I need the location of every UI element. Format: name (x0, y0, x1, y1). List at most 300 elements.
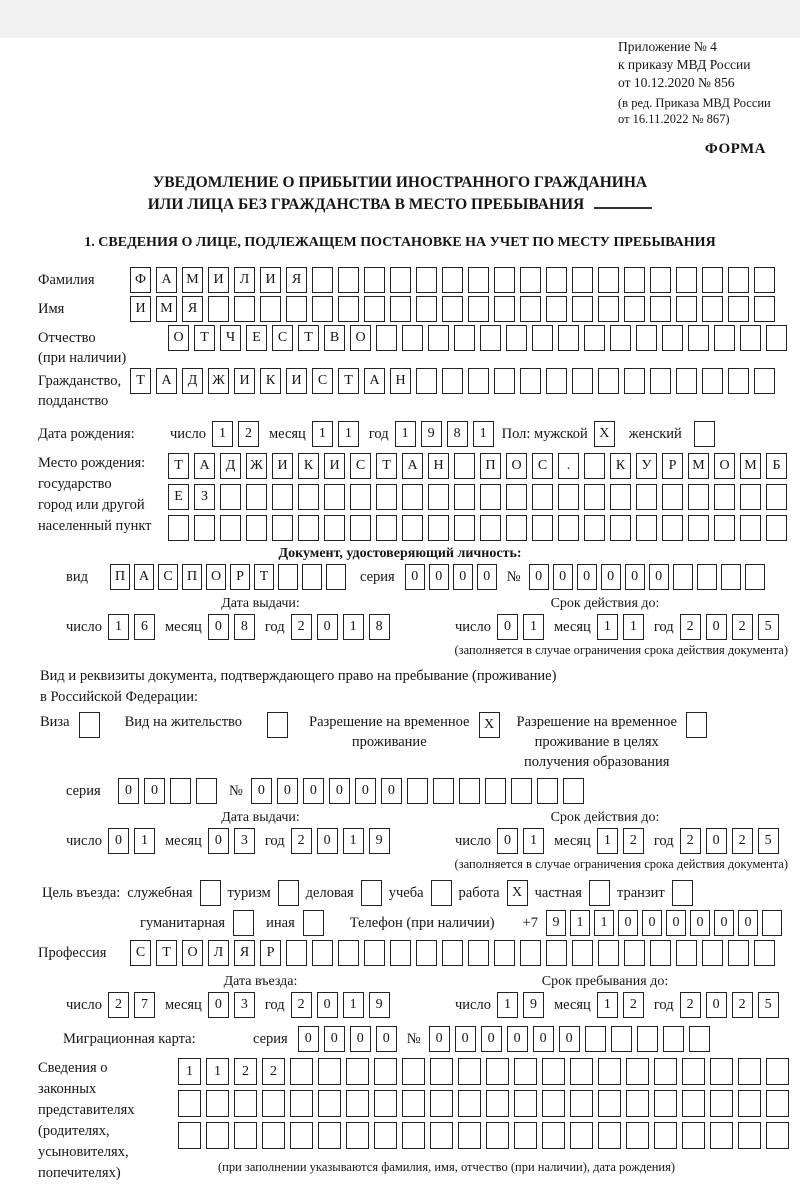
char-box[interactable]: 0 (481, 1026, 502, 1052)
char-box[interactable]: 1 (597, 614, 618, 640)
char-box[interactable]: 5 (758, 992, 779, 1018)
char-box[interactable] (532, 484, 553, 510)
char-box[interactable]: 1 (134, 828, 155, 854)
char-box[interactable] (364, 267, 385, 293)
char-box[interactable]: Я (182, 296, 203, 322)
char-box[interactable]: 3 (234, 828, 255, 854)
char-box[interactable]: 1 (497, 992, 518, 1018)
char-box[interactable]: X (507, 880, 528, 906)
char-box[interactable] (598, 368, 619, 394)
char-box[interactable] (702, 940, 723, 966)
char-box[interactable]: Т (338, 368, 359, 394)
char-box[interactable] (326, 564, 346, 590)
char-box[interactable]: 0 (405, 564, 425, 590)
char-box[interactable] (376, 325, 397, 351)
char-box[interactable] (611, 1026, 632, 1052)
char-box[interactable] (234, 1122, 257, 1149)
char-box[interactable]: 0 (355, 778, 376, 804)
char-box[interactable] (682, 1058, 705, 1085)
char-box[interactable] (480, 515, 501, 541)
char-box[interactable] (458, 1058, 481, 1085)
char-box[interactable] (416, 296, 437, 322)
char-box[interactable] (402, 515, 423, 541)
char-box[interactable] (290, 1058, 313, 1085)
char-box[interactable] (454, 484, 475, 510)
char-box[interactable] (79, 712, 100, 738)
char-box[interactable] (610, 515, 631, 541)
char-box[interactable] (570, 1058, 593, 1085)
char-box[interactable]: М (740, 453, 761, 479)
char-box[interactable] (676, 267, 697, 293)
char-box[interactable] (402, 1122, 425, 1149)
char-box[interactable] (324, 515, 345, 541)
char-box[interactable] (374, 1058, 397, 1085)
char-box[interactable]: 0 (507, 1026, 528, 1052)
char-box[interactable] (338, 296, 359, 322)
char-box[interactable] (626, 1122, 649, 1149)
char-box[interactable]: 2 (680, 614, 701, 640)
char-box[interactable]: 2 (623, 992, 644, 1018)
char-box[interactable]: Я (234, 940, 255, 966)
char-box[interactable] (570, 1090, 593, 1117)
char-box[interactable] (511, 778, 532, 804)
char-box[interactable]: А (134, 564, 154, 590)
char-box[interactable]: Р (260, 940, 281, 966)
char-box[interactable] (298, 515, 319, 541)
char-box[interactable] (702, 267, 723, 293)
char-box[interactable] (662, 515, 683, 541)
char-box[interactable] (654, 1058, 677, 1085)
char-box[interactable] (532, 325, 553, 351)
char-box[interactable]: 0 (208, 992, 229, 1018)
char-box[interactable] (572, 368, 593, 394)
char-box[interactable] (624, 267, 645, 293)
char-box[interactable] (650, 368, 671, 394)
char-box[interactable]: К (298, 453, 319, 479)
char-box[interactable]: 2 (291, 614, 312, 640)
char-box[interactable] (710, 1090, 733, 1117)
char-box[interactable]: 5 (758, 828, 779, 854)
char-box[interactable]: Т (130, 368, 151, 394)
char-box[interactable]: Ч (220, 325, 241, 351)
char-box[interactable]: 0 (706, 614, 727, 640)
char-box[interactable] (721, 564, 741, 590)
char-box[interactable]: Я (286, 267, 307, 293)
char-box[interactable] (468, 296, 489, 322)
char-box[interactable] (376, 484, 397, 510)
char-box[interactable]: О (206, 564, 226, 590)
char-box[interactable]: 1 (395, 421, 416, 447)
char-box[interactable] (459, 778, 480, 804)
char-box[interactable]: 2 (680, 992, 701, 1018)
char-box[interactable] (233, 910, 254, 936)
char-box[interactable] (318, 1090, 341, 1117)
char-box[interactable] (598, 267, 619, 293)
char-box[interactable] (584, 325, 605, 351)
char-box[interactable] (324, 484, 345, 510)
char-box[interactable] (364, 940, 385, 966)
char-box[interactable]: 0 (666, 910, 686, 936)
char-box[interactable]: 2 (732, 614, 753, 640)
char-box[interactable] (584, 453, 605, 479)
char-box[interactable] (626, 1090, 649, 1117)
char-box[interactable] (740, 325, 761, 351)
char-box[interactable] (286, 296, 307, 322)
char-box[interactable] (416, 267, 437, 293)
char-box[interactable]: 0 (376, 1026, 397, 1052)
char-box[interactable] (486, 1122, 509, 1149)
char-box[interactable] (728, 940, 749, 966)
char-box[interactable]: 1 (570, 910, 590, 936)
char-box[interactable] (262, 1122, 285, 1149)
char-box[interactable] (442, 368, 463, 394)
char-box[interactable] (168, 515, 189, 541)
char-box[interactable] (442, 296, 463, 322)
char-box[interactable] (754, 368, 775, 394)
char-box[interactable] (682, 1090, 705, 1117)
char-box[interactable] (520, 296, 541, 322)
char-box[interactable] (454, 325, 475, 351)
char-box[interactable]: 1 (338, 421, 359, 447)
char-box[interactable] (558, 515, 579, 541)
char-box[interactable] (220, 515, 241, 541)
char-box[interactable] (686, 712, 707, 738)
char-box[interactable] (416, 368, 437, 394)
char-box[interactable]: З (194, 484, 215, 510)
char-box[interactable]: Р (662, 453, 683, 479)
char-box[interactable] (402, 484, 423, 510)
char-box[interactable] (662, 484, 683, 510)
char-box[interactable]: 1 (473, 421, 494, 447)
char-box[interactable] (480, 484, 501, 510)
char-box[interactable] (598, 1058, 621, 1085)
char-box[interactable] (563, 778, 584, 804)
char-box[interactable]: О (506, 453, 527, 479)
char-box[interactable]: 0 (706, 828, 727, 854)
char-box[interactable]: 2 (238, 421, 259, 447)
char-box[interactable]: 1 (594, 910, 614, 936)
char-box[interactable] (485, 778, 506, 804)
char-box[interactable] (676, 368, 697, 394)
char-box[interactable] (542, 1090, 565, 1117)
char-box[interactable]: 5 (758, 614, 779, 640)
char-box[interactable]: 1 (343, 992, 364, 1018)
char-box[interactable] (654, 1090, 677, 1117)
char-box[interactable] (520, 940, 541, 966)
char-box[interactable] (494, 296, 515, 322)
char-box[interactable]: 1 (597, 828, 618, 854)
char-box[interactable]: 1 (108, 614, 129, 640)
char-box[interactable] (558, 325, 579, 351)
char-box[interactable] (636, 484, 657, 510)
char-box[interactable] (494, 940, 515, 966)
char-box[interactable] (290, 1090, 313, 1117)
char-box[interactable]: 1 (312, 421, 333, 447)
char-box[interactable]: 0 (350, 1026, 371, 1052)
char-box[interactable] (598, 296, 619, 322)
char-box[interactable]: 0 (553, 564, 573, 590)
char-box[interactable]: 9 (523, 992, 544, 1018)
char-box[interactable] (537, 778, 558, 804)
char-box[interactable]: 8 (234, 614, 255, 640)
char-box[interactable] (610, 484, 631, 510)
char-box[interactable]: 1 (212, 421, 233, 447)
char-box[interactable] (234, 296, 255, 322)
char-box[interactable]: 1 (623, 614, 644, 640)
char-box[interactable]: 1 (343, 614, 364, 640)
char-box[interactable] (728, 296, 749, 322)
char-box[interactable]: 0 (317, 828, 338, 854)
char-box[interactable]: 0 (618, 910, 638, 936)
char-box[interactable] (338, 267, 359, 293)
char-box[interactable]: А (364, 368, 385, 394)
char-box[interactable]: 0 (118, 778, 139, 804)
char-box[interactable] (728, 368, 749, 394)
char-box[interactable]: Д (220, 453, 241, 479)
char-box[interactable] (676, 940, 697, 966)
char-box[interactable] (278, 880, 299, 906)
char-box[interactable] (433, 778, 454, 804)
char-box[interactable] (170, 778, 191, 804)
char-box[interactable] (442, 940, 463, 966)
char-box[interactable] (234, 1090, 257, 1117)
char-box[interactable]: О (182, 940, 203, 966)
char-box[interactable] (738, 1122, 761, 1149)
char-box[interactable] (738, 1090, 761, 1117)
char-box[interactable] (584, 515, 605, 541)
char-box[interactable] (442, 267, 463, 293)
char-box[interactable] (178, 1090, 201, 1117)
char-box[interactable] (390, 267, 411, 293)
char-box[interactable] (346, 1090, 369, 1117)
char-box[interactable] (298, 484, 319, 510)
char-box[interactable] (428, 515, 449, 541)
char-box[interactable]: 0 (738, 910, 758, 936)
char-box[interactable]: 8 (447, 421, 468, 447)
char-box[interactable]: А (194, 453, 215, 479)
char-box[interactable] (428, 484, 449, 510)
char-box[interactable] (196, 778, 217, 804)
char-box[interactable]: X (479, 712, 500, 738)
char-box[interactable] (636, 515, 657, 541)
char-box[interactable] (688, 325, 709, 351)
char-box[interactable] (312, 296, 333, 322)
char-box[interactable] (350, 484, 371, 510)
char-box[interactable]: 2 (108, 992, 129, 1018)
char-box[interactable] (740, 484, 761, 510)
char-box[interactable]: 0 (497, 614, 518, 640)
char-box[interactable]: Л (234, 267, 255, 293)
char-box[interactable] (430, 1122, 453, 1149)
char-box[interactable] (390, 940, 411, 966)
char-box[interactable]: 2 (732, 992, 753, 1018)
char-box[interactable] (430, 1090, 453, 1117)
char-box[interactable]: К (610, 453, 631, 479)
char-box[interactable]: Р (230, 564, 250, 590)
char-box[interactable]: О (168, 325, 189, 351)
char-box[interactable]: Ф (130, 267, 151, 293)
char-box[interactable] (468, 368, 489, 394)
char-box[interactable]: О (350, 325, 371, 351)
char-box[interactable] (624, 368, 645, 394)
char-box[interactable] (494, 368, 515, 394)
char-box[interactable] (754, 267, 775, 293)
char-box[interactable]: Т (156, 940, 177, 966)
char-box[interactable]: 0 (706, 992, 727, 1018)
char-box[interactable] (514, 1122, 537, 1149)
char-box[interactable]: 0 (714, 910, 734, 936)
char-box[interactable]: 0 (453, 564, 473, 590)
char-box[interactable]: Т (168, 453, 189, 479)
char-box[interactable]: 0 (324, 1026, 345, 1052)
char-box[interactable] (246, 515, 267, 541)
char-box[interactable] (688, 515, 709, 541)
char-box[interactable] (710, 1122, 733, 1149)
char-box[interactable] (458, 1090, 481, 1117)
char-box[interactable]: 0 (601, 564, 621, 590)
char-box[interactable] (682, 1122, 705, 1149)
char-box[interactable]: 9 (369, 992, 390, 1018)
char-box[interactable] (598, 940, 619, 966)
char-box[interactable] (546, 940, 567, 966)
char-box[interactable] (650, 296, 671, 322)
char-box[interactable] (714, 484, 735, 510)
char-box[interactable] (246, 484, 267, 510)
char-box[interactable] (766, 325, 787, 351)
char-box[interactable]: И (324, 453, 345, 479)
char-box[interactable] (637, 1026, 658, 1052)
char-box[interactable] (610, 325, 631, 351)
char-box[interactable] (766, 1058, 789, 1085)
char-box[interactable]: 0 (559, 1026, 580, 1052)
char-box[interactable] (572, 267, 593, 293)
char-box[interactable]: 0 (497, 828, 518, 854)
char-box[interactable] (346, 1122, 369, 1149)
char-box[interactable] (676, 296, 697, 322)
char-box[interactable]: 0 (690, 910, 710, 936)
char-box[interactable] (520, 368, 541, 394)
char-box[interactable] (520, 267, 541, 293)
char-box[interactable] (480, 325, 501, 351)
char-box[interactable]: 7 (134, 992, 155, 1018)
char-box[interactable]: Е (246, 325, 267, 351)
char-box[interactable] (514, 1090, 537, 1117)
char-box[interactable] (626, 1058, 649, 1085)
char-box[interactable]: 0 (625, 564, 645, 590)
char-box[interactable]: Е (168, 484, 189, 510)
char-box[interactable]: Л (208, 940, 229, 966)
char-box[interactable] (702, 296, 723, 322)
char-box[interactable] (570, 1122, 593, 1149)
char-box[interactable] (584, 484, 605, 510)
char-box[interactable] (636, 325, 657, 351)
char-box[interactable]: 1 (343, 828, 364, 854)
char-box[interactable] (688, 484, 709, 510)
char-box[interactable]: 2 (732, 828, 753, 854)
char-box[interactable] (468, 267, 489, 293)
char-box[interactable] (346, 1058, 369, 1085)
char-box[interactable]: И (208, 267, 229, 293)
char-box[interactable] (714, 515, 735, 541)
char-box[interactable]: П (480, 453, 501, 479)
char-box[interactable] (290, 1122, 313, 1149)
char-box[interactable] (376, 515, 397, 541)
char-box[interactable] (407, 778, 428, 804)
char-box[interactable] (374, 1090, 397, 1117)
char-box[interactable] (702, 368, 723, 394)
char-box[interactable] (260, 296, 281, 322)
char-box[interactable]: 0 (277, 778, 298, 804)
char-box[interactable]: С (532, 453, 553, 479)
char-box[interactable]: А (156, 267, 177, 293)
char-box[interactable] (697, 564, 717, 590)
char-box[interactable]: П (182, 564, 202, 590)
char-box[interactable]: Ж (246, 453, 267, 479)
char-box[interactable]: 8 (369, 614, 390, 640)
char-box[interactable] (572, 940, 593, 966)
char-box[interactable]: С (272, 325, 293, 351)
char-box[interactable] (364, 296, 385, 322)
char-box[interactable]: 0 (251, 778, 272, 804)
char-box[interactable] (312, 940, 333, 966)
char-box[interactable] (714, 325, 735, 351)
char-box[interactable] (272, 484, 293, 510)
char-box[interactable] (546, 296, 567, 322)
char-box[interactable]: С (158, 564, 178, 590)
char-box[interactable]: И (130, 296, 151, 322)
char-box[interactable] (542, 1122, 565, 1149)
char-box[interactable] (486, 1090, 509, 1117)
char-box[interactable] (506, 325, 527, 351)
char-box[interactable]: 1 (206, 1058, 229, 1085)
char-box[interactable] (208, 296, 229, 322)
char-box[interactable] (650, 940, 671, 966)
char-box[interactable] (206, 1090, 229, 1117)
char-box[interactable] (361, 880, 382, 906)
char-box[interactable] (745, 564, 765, 590)
char-box[interactable]: Т (194, 325, 215, 351)
char-box[interactable]: Б (766, 453, 787, 479)
char-box[interactable] (416, 940, 437, 966)
char-box[interactable]: Ж (208, 368, 229, 394)
char-box[interactable] (624, 296, 645, 322)
char-box[interactable] (542, 1058, 565, 1085)
char-box[interactable] (318, 1058, 341, 1085)
char-box[interactable]: И (260, 267, 281, 293)
char-box[interactable]: 0 (429, 1026, 450, 1052)
char-box[interactable] (278, 564, 298, 590)
char-box[interactable] (286, 940, 307, 966)
char-box[interactable]: 0 (144, 778, 165, 804)
char-box[interactable] (178, 1122, 201, 1149)
char-box[interactable]: 9 (546, 910, 566, 936)
char-box[interactable]: Д (182, 368, 203, 394)
char-box[interactable]: М (156, 296, 177, 322)
char-box[interactable] (338, 940, 359, 966)
char-box[interactable]: 0 (533, 1026, 554, 1052)
char-box[interactable]: 2 (291, 992, 312, 1018)
char-box[interactable] (558, 484, 579, 510)
char-box[interactable]: В (324, 325, 345, 351)
char-box[interactable]: 6 (134, 614, 155, 640)
char-box[interactable]: К (260, 368, 281, 394)
char-box[interactable] (650, 267, 671, 293)
char-box[interactable]: У (636, 453, 657, 479)
char-box[interactable] (302, 564, 322, 590)
char-box[interactable]: 0 (208, 828, 229, 854)
char-box[interactable] (350, 515, 371, 541)
char-box[interactable] (766, 1090, 789, 1117)
